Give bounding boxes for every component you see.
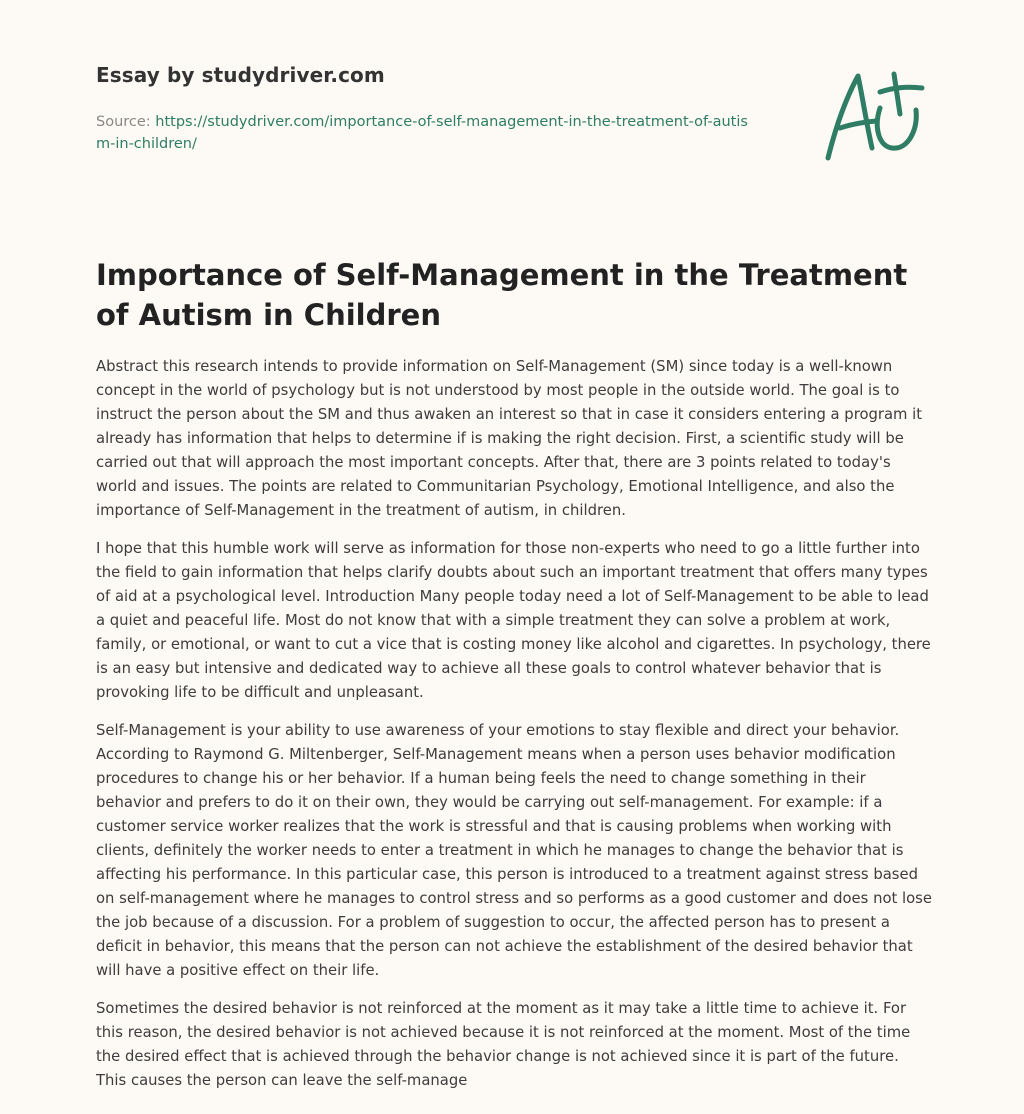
site-title: Essay by studydriver.com <box>96 63 385 87</box>
source-line <box>96 111 756 155</box>
source-label: Source: <box>96 114 151 130</box>
paragraph: Abstract this research intends to provide information on Self-Management (SM) since today is a well-known concept in the world of psychology but is not understood by most people in the outside world. The goal is to instruct the person about the SM and thus awaken an interest so that in case it considers entering a program it already has information that helps to determine if is making the right decision. First, a scientific study will be carried out that will approach the most important concepts. After that, there are 3 points related to today's world and issues. The points are related to Communitarian Psychology, Emotional Intelligence, and also the importance of Self-Management in the treatment of autism, in children. <box>96 358 923 519</box>
source-link[interactable]: https://studydriver.com/importance-of-self-management-in-the-treatment-of-autism-in-children/ <box>96 114 748 152</box>
paragraph: I hope that this humble work will serve as information for those non-experts who need to go a little further into the field to gain information that helps clarify doubts about such an important treatment that offers many types of aid at a psychological level. Introduction Many people today need a lot of Self-Management to be able to lead a quiet and peaceful life. Most do not know that with a simple treatment they can solve a problem at work, family, or emotional, or want to cut a vice that is costing money like alcohol and cigarettes. In psychology, there is an easy but intensive and dedicated way to achieve all these goals to control whatever behavior that is provoking life to be difficult and unpleasant. <box>96 540 931 701</box>
a-plus-logo <box>818 66 930 166</box>
document-body <box>96 355 932 1107</box>
document-title: Importance of Self-Management in the Treatment of Autism in Children <box>96 258 908 332</box>
paragraph: Sometimes the desired behavior is not reinforced at the moment as it may take a little time to achieve it. For this reason, the desired behavior is not achieved because it is not reinforced at the moment. Most of the time the desired effect that is achieved through the behavior change is not achieved since it is part of the future. This causes the person can leave the self-manage <box>96 1000 911 1089</box>
paragraph: Self-Management is your ability to use awareness of your emotions to stay flexible and direct your behavior. According to Raymond G. Miltenberger, Self-Management means when a person uses behavior modification procedures to change his or her behavior. If a human being feels the need to change something in their behavior and prefers to do it on their own, they would be carrying out self-management. For example: if a customer service worker realizes that the work is stressful and that is causing problems when working with clients, definitely the worker needs to enter a treatment in which he manages to change the behavior that is affecting his performance. In this particular case, this person is introduced to a treatment against stress based on self-management where he manages to control stress and so performs as a good customer and does not lose the job because of a discussion. For a problem of suggestion to occur, the affected person has to present a deficit in behavior, this means that the person can not achieve the establishment of the desired behavior that will have a positive effect on their life. <box>96 722 932 979</box>
